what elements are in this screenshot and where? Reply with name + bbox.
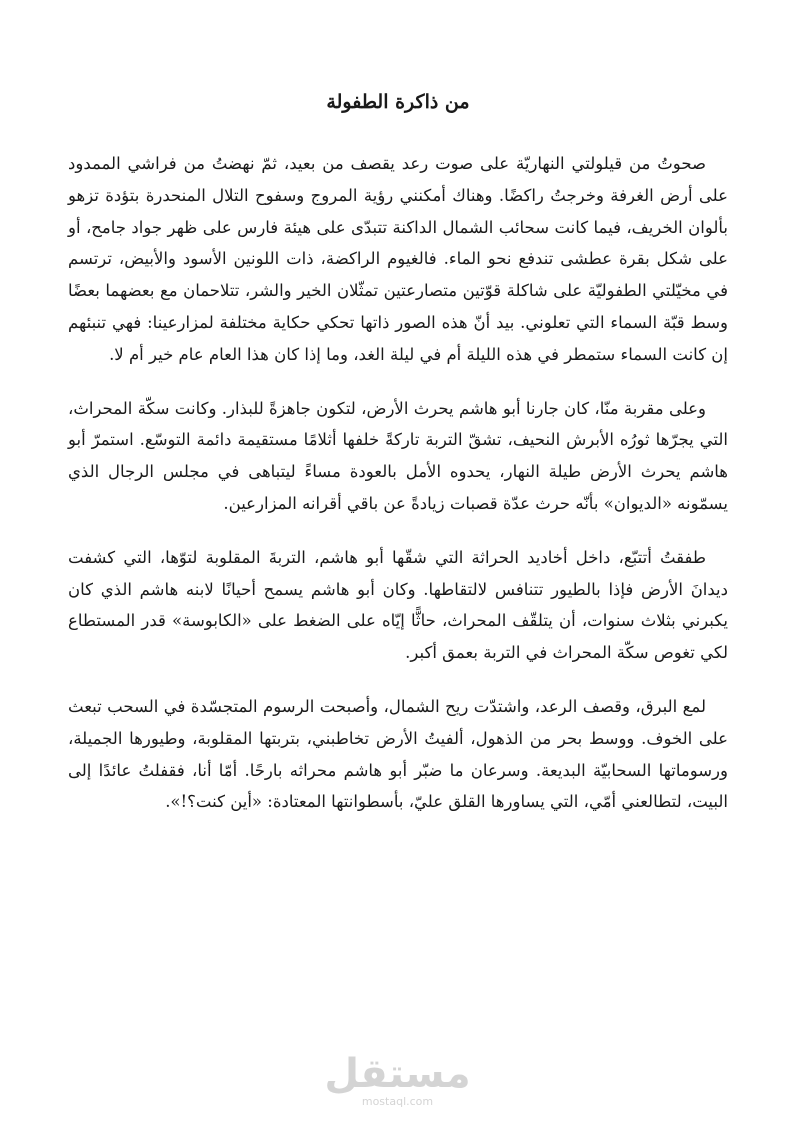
paragraph: طفقتُ أتتبّع، داخل أخاديد الحراثة التي شقّها أبو هاشم، التربةَ المقلوبة لتوّها، التي كشفت ديدانَ الأرض فإذا بالطيور تتنافس لالتقاطها. وكان أبو هاشم يسمح أحيانًا لابنه هاشم الذي كان يكبرني بثلاث سنوات، أن يتلقّف المحراث، حاثًّا إيّاه على الضغط على «الكابوسة» قدر المستطاع لكي تغوص سكّة المحراث في التربة بعمق أكبر.	[68, 547, 728, 663]
watermark-logo: مستقل	[324, 1051, 471, 1097]
paragraph: لمع البرق، وقصف الرعد، واشتدّت ريح الشمال، وأصبحت الرسوم المتجسّدة في السحب تبعث على الخوف. ووسط بحر من الذهول، ألفيتُ الأرض تخاطبني، بتربتها المقلوبة، وطيورها الجميلة، ورسوماتها السحابيّة البديعة. وسرعان ما ضبّر أبو هاشم محراثه بارحًا. أمّا أنا، فقفلتُ عائدًا إلى البيت، لتطالعني أمّي، التي يساورها القلق عليّ، بأسطوانتها المعتادة: «أين كنت؟!».	[68, 696, 728, 812]
watermark-domain: mostaql.com	[361, 1095, 434, 1108]
page-title: من ذاكرة الطفولة	[326, 91, 470, 113]
document-page	[68, 84, 728, 840]
watermark	[0, 1051, 795, 1108]
paragraph: وعلى مقربة منّا، كان جارنا أبو هاشم يحرث الأرض، لتكون جاهزةً للبذار. وكانت سكّة المحراث، التي يجرّها ثورُه الأبرش النحيف، تشقّ التربة تاركةً خلفها أثلامًا مستقيمة دائمة التوسّع. استمرّ أبو هاشم يحرث الأرض طيلة النهار، يحدوه الأمل بالعودة مساءً ليتباهى في مجلس الرجال الذي يسمّونه «الديوان» بأنّه حرث عدّة قصبات زيادةً عن باقي أقرانه المزارعين.	[68, 398, 728, 513]
paragraph: صحوتُ من قيلولتي النهاريّة على صوت رعد يقصف من بعيد، ثمّ نهضتُ من فراشي الممدود على أرض الغرفة وخرجتُ راكضًا. وهناك أمكنني رؤية المروج وسفوح التلال المنحدرة بتؤدة تزهو بألوان الخريف، فيما كانت سحائب الشمال الداكنة تتبدّى على هيئة فارس على ظهر جواد جامح، أو على شكل بقرة عطشى تندفع نحو الماء. فالغيوم الراكضة، ذات اللونين الأسود والأبيض، ترتسم في مخيّلتي الطفوليّة على شاكلة قوّتين متصارعتين تمثّلان الخير والشر، تتلاحمان مع بعضهما بعضًا وسط قبّة السماء التي تعلوني. بيد أنّ هذه الصور ذاتها تحكي حكاية مختلفة لمزارعينا: فهي تنبئهم إن كانت السماء ستمطر في هذه الليلة أم في ليلة الغد، وما إذا كان هذا العام عام خير أم لا.	[68, 154, 728, 364]
